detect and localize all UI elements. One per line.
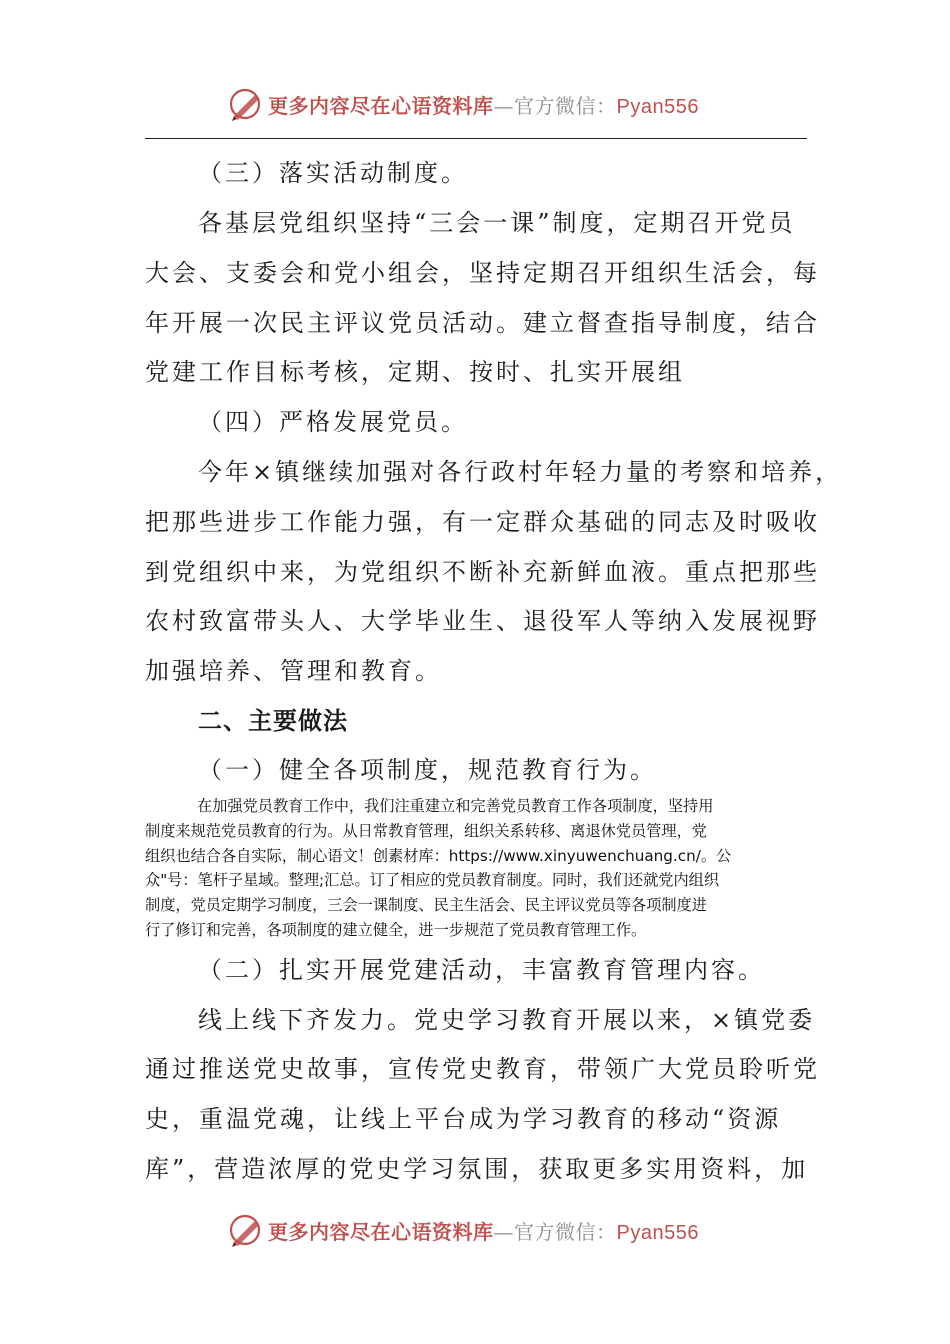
chapter-heading: 二、主要做法 [198, 707, 348, 735]
small-line: 众"号：笔杆子星域。整理;汇总。订了相应的党员教育制度。同时，我们还就党内组织 [145, 871, 720, 890]
paragraph-line: 年开展一次民主评议党员活动。建立督查指导制度，结合 [145, 309, 820, 337]
header-watermark [228, 86, 699, 122]
footer-watermark [228, 1212, 699, 1248]
paragraph-line: 各基层党组织坚持“三会一课”制度，定期召开党员 [198, 209, 796, 237]
paragraph-line: 线上线下齐发力。党史学习教育开展以来，×镇党委 [198, 1006, 816, 1034]
section-heading-3: （三）落实活动制度。 [198, 159, 468, 187]
small-line: 制度来规范党员教育的行为。从日常教育管理，组织关系转移、离退休党员管理，党 [145, 821, 707, 840]
small-line: 制度，党员定期学习制度，三会一课制度、民主生活会、民主评议党员等各项制度进 [145, 896, 707, 915]
section-heading-1: （一）健全各项制度，规范教育行为。 [198, 756, 657, 784]
paragraph-line: 史，重温党魂，让线上平台成为学习教育的移动“资源 [145, 1105, 782, 1133]
small-line: 在加强党员教育工作中，我们注重建立和完善党员教育工作各项制度，坚持用 [197, 797, 714, 815]
paragraph-line: 通过推送党史故事，宣传党史教育，带领广大党员聆听党 [145, 1055, 820, 1083]
paragraph-line: 把那些进步工作能力强，有一定群众基础的同志及时吸收 [145, 508, 820, 536]
small-line: 行了修订和完善，各项制度的建立健全，进一步规范了党员教育管理工作。 [145, 920, 647, 939]
paragraph-line: 库”，营造浓厚的党史学习氛围，获取更多实用资料，加 [145, 1155, 809, 1183]
paragraph-line: 党建工作目标考核，定期、按时、扎实开展组 [145, 358, 685, 386]
header-divider [145, 138, 807, 139]
paragraph-line: 到党组织中来，为党组织不断补充新鲜血液。重点把那些 [145, 558, 820, 586]
watermark-text: 更多内容尽在心语资料库—官方微信：Pyan556 [268, 93, 699, 118]
pen-logo-icon [228, 86, 264, 122]
paragraph-line: 今年×镇继续加强对各行政村年轻力量的考察和培养， [198, 458, 843, 486]
section-heading-4: （四）严格发展党员。 [198, 408, 468, 436]
paragraph-line: 大会、支委会和党小组会，坚持定期召开组织生活会，每 [145, 259, 820, 287]
pen-logo-icon [228, 1212, 264, 1248]
small-paragraph [145, 794, 811, 943]
watermark-text: 更多内容尽在心语资料库—官方微信：Pyan556 [268, 1219, 699, 1244]
small-line: 组织也结合各自实际，制心语文！创素材库：https://www.xinyuwenchuang.cn/。公 [145, 846, 732, 865]
paragraph-line: 加强培养、管理和教育。 [145, 657, 442, 685]
paragraph-line: 农村致富带头人、大学毕业生、退役军人等纳入发展视野 [145, 607, 820, 635]
section-heading-2: （二）扎实开展党建活动，丰富教育管理内容。 [198, 956, 765, 984]
